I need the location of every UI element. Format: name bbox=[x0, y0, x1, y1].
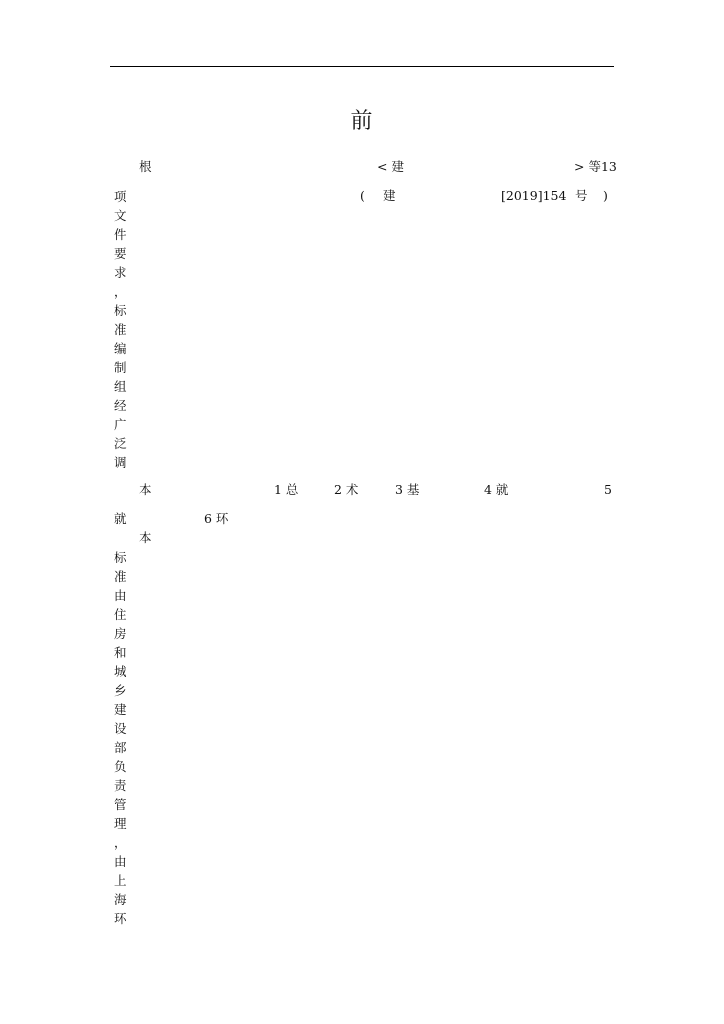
line3-text-d: 3 基 bbox=[395, 482, 420, 497]
vertical-char: 部 bbox=[114, 740, 127, 755]
vertical-char: 由 bbox=[114, 588, 127, 603]
vertical-char: 环 bbox=[114, 911, 127, 926]
vertical-char: 标 bbox=[114, 550, 127, 565]
vertical-char: 制 bbox=[114, 360, 127, 375]
vertical-char: ， bbox=[114, 835, 127, 850]
vertical-char: 准 bbox=[114, 569, 127, 584]
vertical-char: 编 bbox=[114, 341, 127, 356]
vertical-char: 城 bbox=[114, 664, 127, 679]
vertical-char: 和 bbox=[114, 645, 127, 660]
vertical-char: 房 bbox=[114, 626, 127, 641]
line2-paren-open: ( bbox=[360, 188, 365, 203]
line5-text-a: 本 bbox=[139, 530, 152, 545]
vertical-char: 海 bbox=[114, 892, 127, 907]
line3-text-a: 本 bbox=[139, 482, 152, 497]
vertical-char: 件 bbox=[114, 227, 127, 242]
vertical-char: 项 bbox=[114, 189, 127, 204]
page-title: 前 bbox=[350, 109, 374, 134]
line1-text-a: 根 bbox=[139, 159, 152, 174]
line3-text-f: 5 bbox=[604, 482, 612, 497]
vertical-char: 泛 bbox=[114, 436, 127, 451]
vertical-char: 责 bbox=[114, 778, 127, 793]
line2-text-d: 号 bbox=[575, 188, 588, 203]
vertical-char: 理 bbox=[114, 816, 127, 831]
line3-text-c: 2 术 bbox=[334, 482, 359, 497]
vertical-char: 文 bbox=[114, 208, 127, 223]
vertical-char: 经 bbox=[114, 398, 127, 413]
line2-text-b: 建 bbox=[383, 188, 396, 203]
line3-text-e: 4 就 bbox=[484, 482, 509, 497]
vertical-char: 广 bbox=[114, 417, 127, 432]
line4-text-a: 就 bbox=[114, 511, 127, 526]
vertical-char: 求 bbox=[114, 265, 127, 280]
vertical-char: 调 bbox=[114, 455, 127, 470]
vertical-char: 组 bbox=[114, 379, 127, 394]
header-rule bbox=[110, 66, 614, 67]
line4-text-b: 6 环 bbox=[204, 511, 229, 526]
vertical-char: 住 bbox=[114, 607, 127, 622]
vertical-text-column-2 bbox=[114, 548, 134, 928]
line1-text-c: > 等13 bbox=[574, 159, 617, 174]
line2-paren-close: ) bbox=[603, 188, 608, 203]
vertical-char: 标 bbox=[114, 303, 127, 318]
vertical-char: 设 bbox=[114, 721, 127, 736]
vertical-char: 管 bbox=[114, 797, 127, 812]
vertical-char: 建 bbox=[114, 702, 127, 717]
vertical-char: 由 bbox=[114, 854, 127, 869]
line1-text-b: < 建 bbox=[377, 159, 404, 174]
line2-doc-number: [2019]154 bbox=[501, 188, 567, 203]
vertical-text-column-1 bbox=[114, 187, 134, 472]
vertical-char: 负 bbox=[114, 759, 127, 774]
vertical-char: 要 bbox=[114, 246, 127, 261]
vertical-char: 上 bbox=[114, 873, 127, 888]
vertical-char: 乡 bbox=[114, 683, 127, 698]
line3-text-b: 1 总 bbox=[274, 482, 299, 497]
vertical-char: ， bbox=[114, 284, 127, 299]
vertical-char: 准 bbox=[114, 322, 127, 337]
